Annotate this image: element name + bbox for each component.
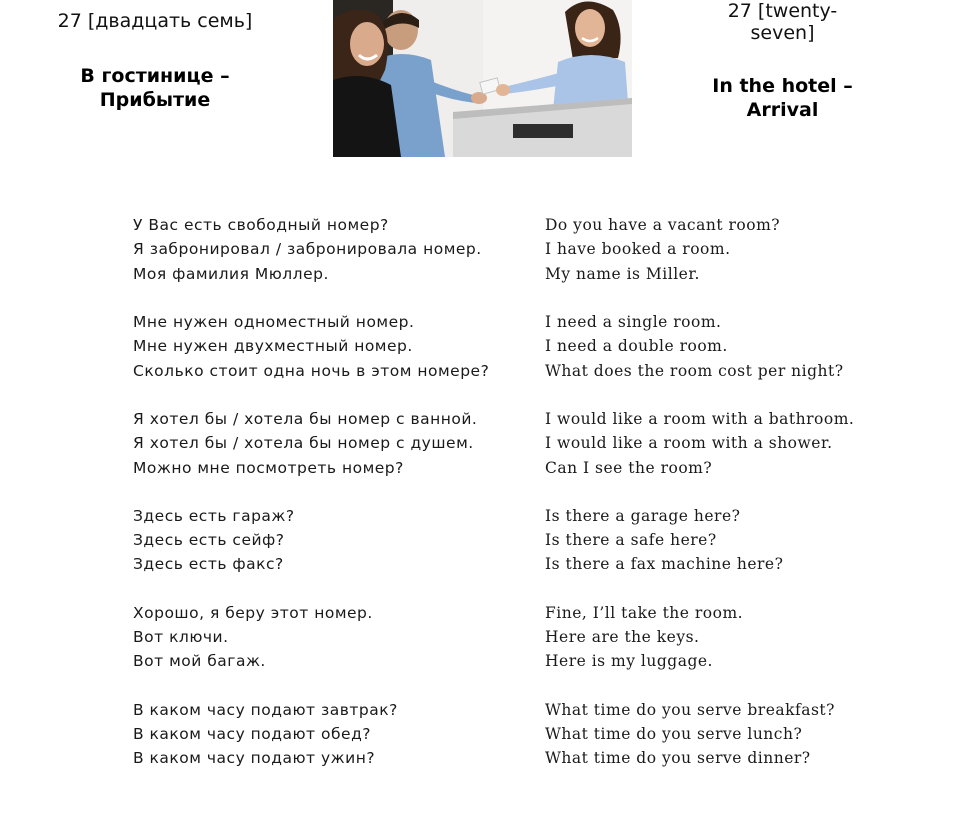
phrase-group	[133, 213, 893, 286]
phrase-group	[133, 601, 893, 674]
phrase-row	[133, 237, 893, 261]
phrase-row	[133, 407, 893, 431]
phrase-english: I would like a room with a shower.	[545, 434, 833, 453]
hotel-reception-photo	[333, 0, 632, 157]
phrase-row	[133, 455, 893, 479]
phrase-group	[133, 697, 893, 770]
phrase-russian: Сколько стоит одна ночь в этом номере?	[133, 361, 490, 380]
phrase-english: My name is Miller.	[545, 264, 700, 283]
phrase-row	[133, 504, 893, 528]
phrase-list	[133, 213, 893, 794]
phrase-row	[133, 334, 893, 358]
phrase-row	[133, 262, 893, 286]
phrase-russian: Моя фамилия Мюллер.	[133, 264, 329, 283]
phrase-russian: Вот мой багаж.	[133, 652, 266, 671]
phrase-russian: Я забронировал / забронировала номер.	[133, 240, 482, 259]
phrase-english: I have booked a room.	[545, 240, 731, 259]
phrase-english: Is there a safe here?	[545, 531, 717, 550]
phrase-row	[133, 625, 893, 649]
phrase-russian: Вот ключи.	[133, 628, 229, 646]
phrase-row	[133, 310, 893, 334]
phrase-group	[133, 310, 893, 383]
phrase-row	[133, 213, 893, 237]
phrase-russian: Здесь есть гараж?	[133, 506, 295, 525]
phrase-english: I need a double room.	[545, 337, 728, 356]
phrase-group	[133, 504, 893, 577]
phrase-english: What time do you serve breakfast?	[545, 700, 835, 719]
phrase-english: Is there a fax machine here?	[545, 555, 784, 574]
phrase-russian: Здесь есть сейф?	[133, 531, 285, 550]
phrase-row	[133, 649, 893, 673]
phrase-russian: Я хотел бы / хотела бы номер с ванной.	[133, 409, 478, 428]
lesson-title-english: In the hotel – Arrival	[712, 75, 853, 121]
phrase-row	[133, 528, 893, 552]
phrase-russian: Можно мне посмотреть номер?	[133, 458, 404, 477]
phrase-row	[133, 601, 893, 625]
phrase-english: Is there a garage here?	[545, 506, 741, 525]
phrase-russian: У Вас есть свободный номер?	[133, 216, 389, 235]
phrase-row	[133, 697, 893, 721]
phrase-russian: Здесь есть факс?	[133, 555, 284, 574]
phrase-russian: Мне нужен двухместный номер.	[133, 337, 413, 356]
phrase-russian: В каком часу подают ужин?	[133, 749, 376, 768]
phrase-russian: В каком часу подают завтрак?	[133, 700, 398, 719]
phrase-english: Can I see the room?	[545, 458, 713, 477]
phrase-english: Fine, I’ll take the room.	[545, 603, 744, 622]
phrase-russian: Хорошо, я беру этот номер.	[133, 603, 373, 622]
lesson-number-russian: 27 [двадцать семь]	[57, 10, 253, 32]
phrase-english: What does the room cost per night?	[545, 361, 844, 380]
phrase-russian: В каком часу подают обед?	[133, 724, 372, 743]
phrase-english: Here are the keys.	[545, 628, 700, 646]
phrase-row	[133, 552, 893, 576]
lesson-number-english: 27 [twenty-seven]	[727, 0, 838, 44]
phrase-english: I would like a room with a bathroom.	[545, 409, 855, 428]
phrase-row	[133, 722, 893, 746]
lesson-title-russian: В гостинице – Прибытие	[80, 65, 230, 111]
phrase-row	[133, 358, 893, 382]
phrase-group	[133, 407, 893, 480]
phrase-russian: Мне нужен одноместный номер.	[133, 313, 415, 332]
phrase-english: I need a single room.	[545, 313, 722, 332]
phrase-russian: Я хотел бы / хотела бы номер с душем.	[133, 434, 474, 453]
phrase-english: Here is my luggage.	[545, 652, 713, 671]
phrase-row	[133, 431, 893, 455]
phrase-english: What time do you serve lunch?	[545, 724, 803, 743]
phrase-english: Do you have a vacant room?	[545, 216, 781, 235]
phrase-english: What time do you serve dinner?	[545, 749, 811, 768]
phrase-row	[133, 746, 893, 770]
